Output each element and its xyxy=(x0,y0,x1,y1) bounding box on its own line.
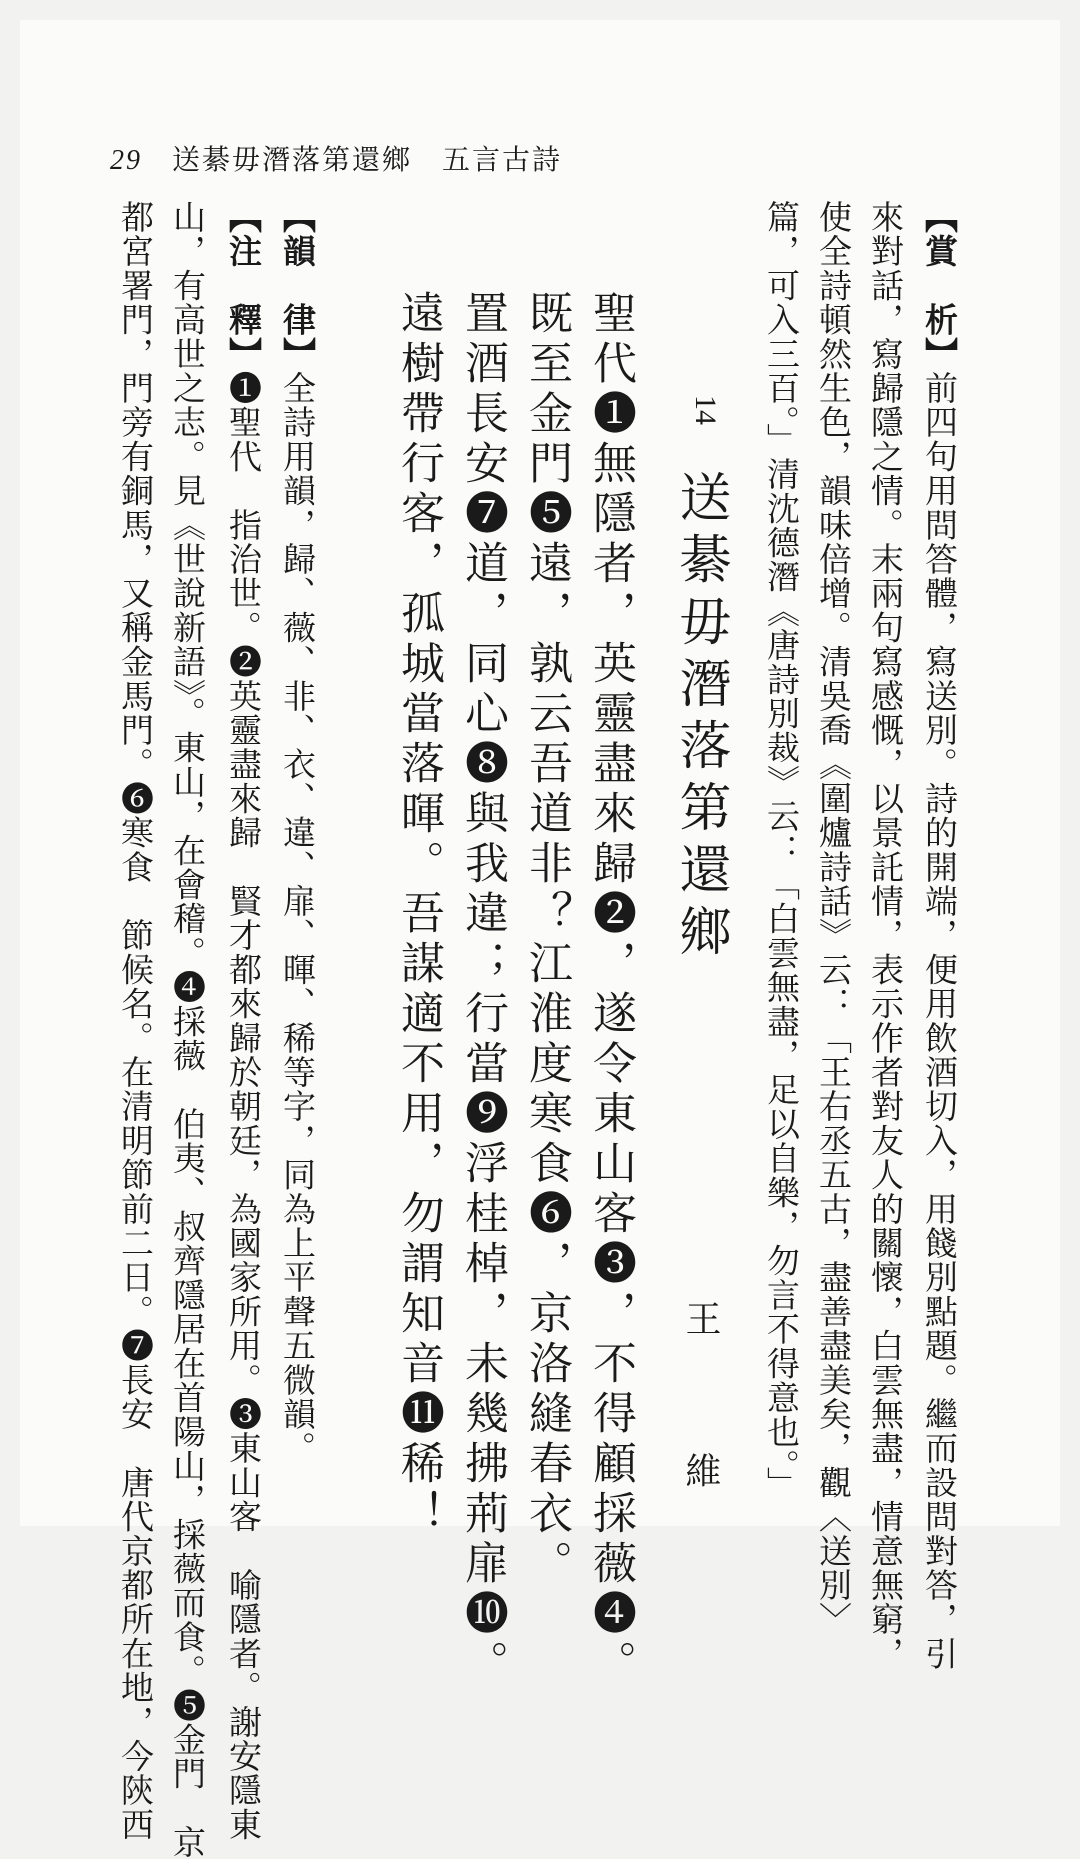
running-header xyxy=(110,138,562,178)
poem-line-1: 聖代❶無隱者，英靈盡來歸❷，遂令東山客❸，不得顧採薇❹。 xyxy=(585,290,636,1690)
rhyme-label: 【韻 律】 xyxy=(278,200,317,371)
poem-title: 送綦毋潛落第還鄉 xyxy=(670,470,730,966)
poem-line-3: 置酒長安❼道，同心❽與我違；行當❾浮桂棹，未幾拂荊扉❿。 xyxy=(457,290,508,1690)
rhyme-line: 【韻 律】全詩用韻，歸、薇、非、衣、違、扉、暉、稀等字，同為上平聲五微韻。 xyxy=(278,200,317,1466)
notes-line-2: 山，有高世之志。見《世說新語》。東山，在會稽。❹採薇 伯夷、叔齊隱居在首陽山，採薇而食。❺金門 京 xyxy=(168,200,207,1859)
poem-number: 14 xyxy=(689,395,722,425)
poem-line-2: 既至金門❺遠，孰云吾道非？江淮度寒食❻，京洛縫春衣。 xyxy=(521,290,572,1590)
appreciation-line-3: 使全詩頓然生色，韻味倍增。清吳喬《圍爐詩話》云：「王右丞五古，盡善盡美矣，觀〈送別〉 xyxy=(814,200,853,1637)
notes-line-3: 都宮署門，門旁有銅馬，又稱金馬門。❻寒食 節候名。在清明節前二日。❼長安 唐代京都所在地，今陝西 xyxy=(116,200,155,1842)
appreciation-label: 【賞 析】 xyxy=(920,200,959,371)
notes-label: 【注 釋】 xyxy=(224,200,263,371)
poem-line-4: 遠樹帶行客，孤城當落暉。吾謀適不用，勿謂知音⓫稀！ xyxy=(393,290,444,1540)
page-number: 29 xyxy=(110,145,142,176)
appreciation-line-1: 【賞 析】前四句用問答體，寫送別。詩的開端，便用飲酒切入，用餞別點題。繼而設問對答，引 xyxy=(920,200,959,1671)
running-title: 送綦毋潛落第還鄉 五言古詩 xyxy=(172,143,563,176)
appreciation-line-4: 篇，可入三百。」清沈德潛《唐詩別裁》云：「白雲無盡，足以自樂，勿言不得意也。」 xyxy=(762,200,801,1501)
notes-line-1: 【注 釋】❶聖代 指治世。❷英靈盡來歸 賢才都來歸於朝廷，為國家所用。❸東山客 喻隱者。謝安隱東 xyxy=(224,200,263,1842)
poem-author: 王 維 xyxy=(680,1300,721,1528)
appreciation-line-2: 來對話，寫歸隱之情。末兩句寫感慨，以景託情，表示作者對友人的關懷，白雲無盡，情意無窮， xyxy=(866,200,905,1671)
